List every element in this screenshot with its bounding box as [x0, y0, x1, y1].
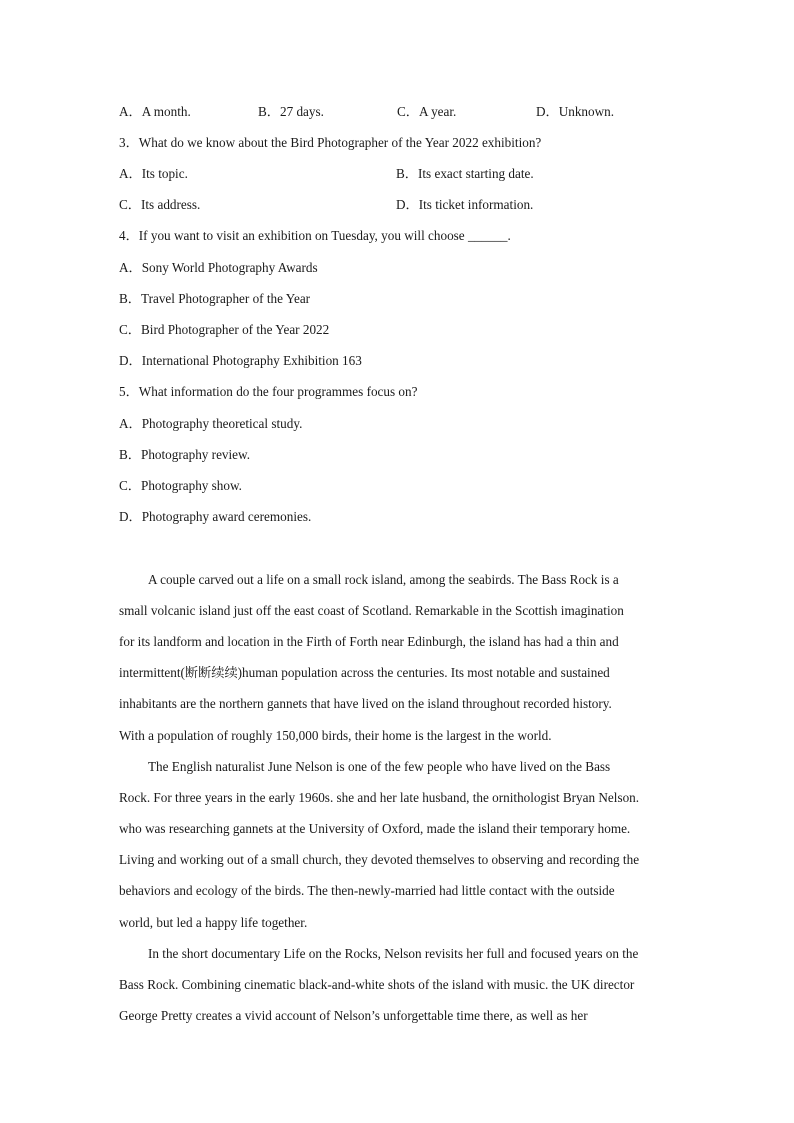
passage-p1-line: intermittent(断断续续)human population across the centuries. Its most notable and sustained: [119, 665, 610, 680]
q5-option-c: C．Photography show.: [119, 478, 242, 493]
passage-p1-line: inhabitants are the northern gannets that have lived on the island throughout recorded history.: [119, 696, 612, 711]
passage-p2-line: Rock. For three years in the early 1960s. she and her late husband, the ornithologist Bryan Nelson.: [119, 790, 640, 805]
q5-option-b: B．Photography review.: [119, 447, 250, 462]
q4-option-b: B．Travel Photographer of the Year: [119, 291, 311, 306]
q3-option-d: D．Its ticket information.: [396, 197, 534, 212]
passage-p2-line: behaviors and ecology of the birds. The then-newly-married had little contact with the outside: [119, 883, 615, 898]
passage-p3-line: Bass Rock. Combining cinematic black-and-white shots of the island with music. the UK director: [119, 977, 635, 992]
passage-p3-line: In the short documentary Life on the Rocks, Nelson revisits her full and focused years on the: [148, 946, 639, 961]
q4-stem: 4．If you want to visit an exhibition on Tuesday, you will choose ______.: [119, 228, 511, 243]
passage-p3-line: George Pretty creates a vivid account of Nelson’s unforgettable time there, as well as her: [119, 1008, 588, 1023]
q2-option-c: C．A year.: [397, 104, 457, 119]
q3-option-c: C．Its address.: [119, 197, 201, 212]
passage-p1-line: for its landform and location in the Firth of Forth near Edinburgh, the island has had a thin and: [119, 634, 619, 649]
q5-stem: 5．What information do the four programmes focus on?: [119, 384, 418, 399]
q5-option-a: A．Photography theoretical study.: [119, 416, 303, 431]
passage-p2-line: world, but led a happy life together.: [119, 915, 308, 930]
passage-p2-line: who was researching gannets at the University of Oxford, made the island their temporary home.: [119, 821, 631, 836]
q2-option-b: B．27 days.: [258, 104, 324, 119]
q4-option-d: D．International Photography Exhibition 163: [119, 353, 362, 368]
q4-option-a: A．Sony World Photography Awards: [119, 260, 318, 275]
q3-option-a: A．Its topic.: [119, 166, 188, 181]
passage-p1-line: small volcanic island just off the east coast of Scotland. Remarkable in the Scottish imagination: [119, 603, 624, 618]
q2-option-a: A．A month.: [119, 104, 191, 119]
passage-p2-line: The English naturalist June Nelson is one of the few people who have lived on the Bass: [148, 759, 611, 774]
passage-p1-line: A couple carved out a life on a small rock island, among the seabirds. The Bass Rock is a: [148, 572, 619, 587]
q3-stem: 3．What do we know about the Bird Photographer of the Year 2022 exhibition?: [119, 135, 542, 150]
q4-option-c: C．Bird Photographer of the Year 2022: [119, 322, 330, 337]
passage-p2-line: Living and working out of a small church, they devoted themselves to observing and recording the: [119, 852, 640, 867]
passage-p1-line: With a population of roughly 150,000 birds, their home is the largest in the world.: [119, 728, 552, 743]
q3-option-b: B．Its exact starting date.: [396, 166, 534, 181]
q5-option-d: D．Photography award ceremonies.: [119, 509, 312, 524]
q2-option-d: D．Unknown.: [536, 104, 615, 119]
